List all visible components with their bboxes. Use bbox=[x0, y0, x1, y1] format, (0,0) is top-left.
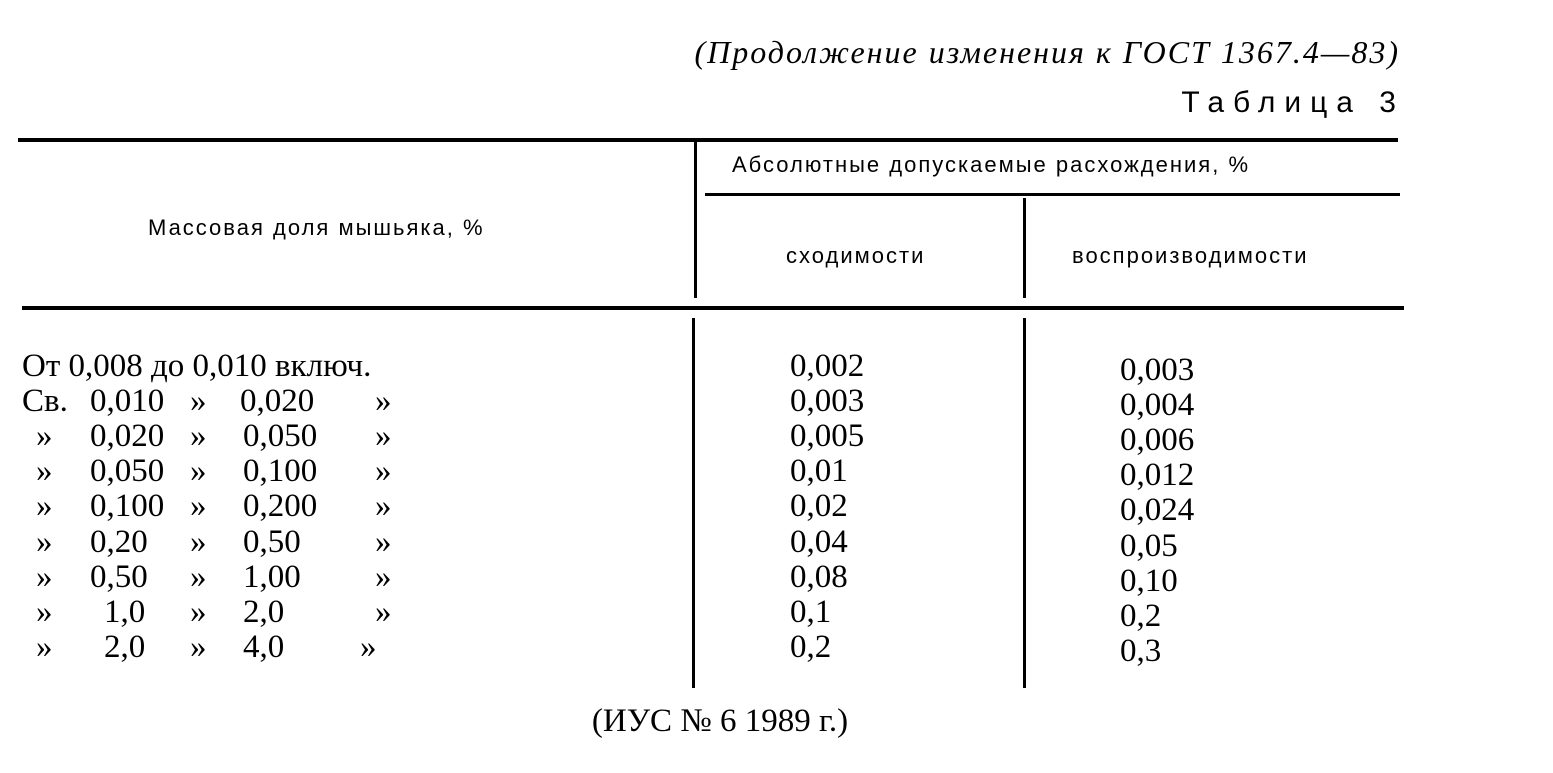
table-row bbox=[0, 453, 1553, 493]
ditto-mark: » bbox=[360, 629, 377, 665]
range-prefix: » bbox=[36, 629, 53, 665]
range-prefix: » bbox=[36, 453, 53, 489]
repeatability-cell: 0,002 bbox=[790, 348, 865, 384]
reproducibility-cell: 0,024 bbox=[1120, 492, 1195, 528]
column-header-reproducibility: воспроизводимости bbox=[1072, 243, 1309, 268]
table-row bbox=[0, 383, 1553, 423]
range-to: 0,200 bbox=[243, 488, 318, 524]
reproducibility-cell: 0,05 bbox=[1120, 528, 1178, 564]
ditto-mark: » bbox=[190, 383, 207, 419]
range-from: 0,50 bbox=[90, 559, 148, 595]
table-row bbox=[0, 524, 1553, 564]
range-from: 0,020 bbox=[90, 418, 165, 454]
header-bottom-rule bbox=[22, 306, 1404, 310]
ditto-mark: » bbox=[190, 488, 207, 524]
column-header-mass-fraction: Массовая доля мышьяка, % bbox=[148, 215, 485, 240]
range-from: 1,0 bbox=[104, 594, 146, 630]
range-prefix: » bbox=[36, 488, 53, 524]
repeatability-cell: 0,005 bbox=[790, 418, 865, 454]
range-to: 0,020 bbox=[240, 383, 315, 419]
range-prefix: » bbox=[36, 418, 53, 454]
range-prefix: » bbox=[36, 524, 53, 560]
ditto-mark: » bbox=[375, 524, 392, 560]
reproducibility-cell: 0,3 bbox=[1120, 633, 1162, 669]
table-row bbox=[0, 418, 1553, 458]
repeatability-cell: 0,04 bbox=[790, 524, 848, 560]
reproducibility-cell: 0,2 bbox=[1120, 598, 1162, 634]
repeatability-cell: 0,003 bbox=[790, 383, 865, 419]
ditto-mark: » bbox=[375, 453, 392, 489]
repeatability-cell: 0,08 bbox=[790, 559, 848, 595]
table-top-rule bbox=[18, 138, 1398, 142]
source-reference: (ИУС № 6 1989 г.) bbox=[591, 703, 849, 739]
table-row bbox=[0, 629, 1553, 669]
range-from: 0,100 bbox=[90, 488, 165, 524]
ditto-mark: » bbox=[375, 418, 392, 454]
range-prefix: » bbox=[36, 559, 53, 595]
ditto-mark: » bbox=[375, 559, 392, 595]
reproducibility-cell: 0,003 bbox=[1120, 352, 1195, 388]
reproducibility-cell: 0,004 bbox=[1120, 387, 1195, 423]
table-row bbox=[0, 348, 1553, 388]
repeatability-cell: 0,02 bbox=[790, 488, 848, 524]
continuation-note: (Продолжение изменения к ГОСТ 1367.4—83) bbox=[694, 34, 1400, 70]
range-to: 0,050 bbox=[243, 418, 318, 454]
ditto-mark: » bbox=[375, 488, 392, 524]
ditto-mark: » bbox=[190, 594, 207, 630]
ditto-mark: » bbox=[190, 524, 207, 560]
range-from: 0,050 bbox=[90, 453, 165, 489]
range-to: 0,100 bbox=[243, 453, 318, 489]
range-to: 4,0 bbox=[243, 629, 285, 665]
column-header-repeatability: сходимости bbox=[786, 243, 926, 268]
column-header-abs-discrepancies: Абсолютные допускаемые расхождения, % bbox=[732, 152, 1251, 177]
table-row bbox=[0, 594, 1553, 634]
reproducibility-cell: 0,012 bbox=[1120, 457, 1195, 493]
table-row bbox=[0, 488, 1553, 528]
ditto-mark: » bbox=[375, 594, 392, 630]
repeatability-cell: 0,1 bbox=[790, 594, 832, 630]
table-label: Таблица 3 bbox=[1181, 86, 1405, 119]
range-cell: От 0,008 до 0,010 включ. bbox=[22, 348, 372, 384]
ditto-mark: » bbox=[190, 418, 207, 454]
reproducibility-cell: 0,10 bbox=[1120, 563, 1178, 599]
repeatability-cell: 0,2 bbox=[790, 629, 832, 665]
repeatability-cell: 0,01 bbox=[790, 453, 848, 489]
range-prefix: Св. bbox=[22, 383, 68, 419]
column-divider-2-head bbox=[1023, 198, 1026, 298]
range-from: 0,010 bbox=[90, 383, 165, 419]
ditto-mark: » bbox=[190, 629, 207, 665]
column-divider-1-head bbox=[694, 142, 697, 298]
range-to: 0,50 bbox=[243, 524, 301, 560]
range-to: 1,00 bbox=[243, 559, 301, 595]
ditto-mark: » bbox=[375, 383, 392, 419]
header-split-rule bbox=[705, 193, 1400, 196]
ditto-mark: » bbox=[190, 559, 207, 595]
reproducibility-cell: 0,006 bbox=[1120, 422, 1195, 458]
ditto-mark: » bbox=[190, 453, 207, 489]
range-from: 0,20 bbox=[90, 524, 148, 560]
table-row bbox=[0, 559, 1553, 599]
range-from: 2,0 bbox=[104, 629, 146, 665]
range-prefix: » bbox=[36, 594, 53, 630]
range-to: 2,0 bbox=[243, 594, 285, 630]
